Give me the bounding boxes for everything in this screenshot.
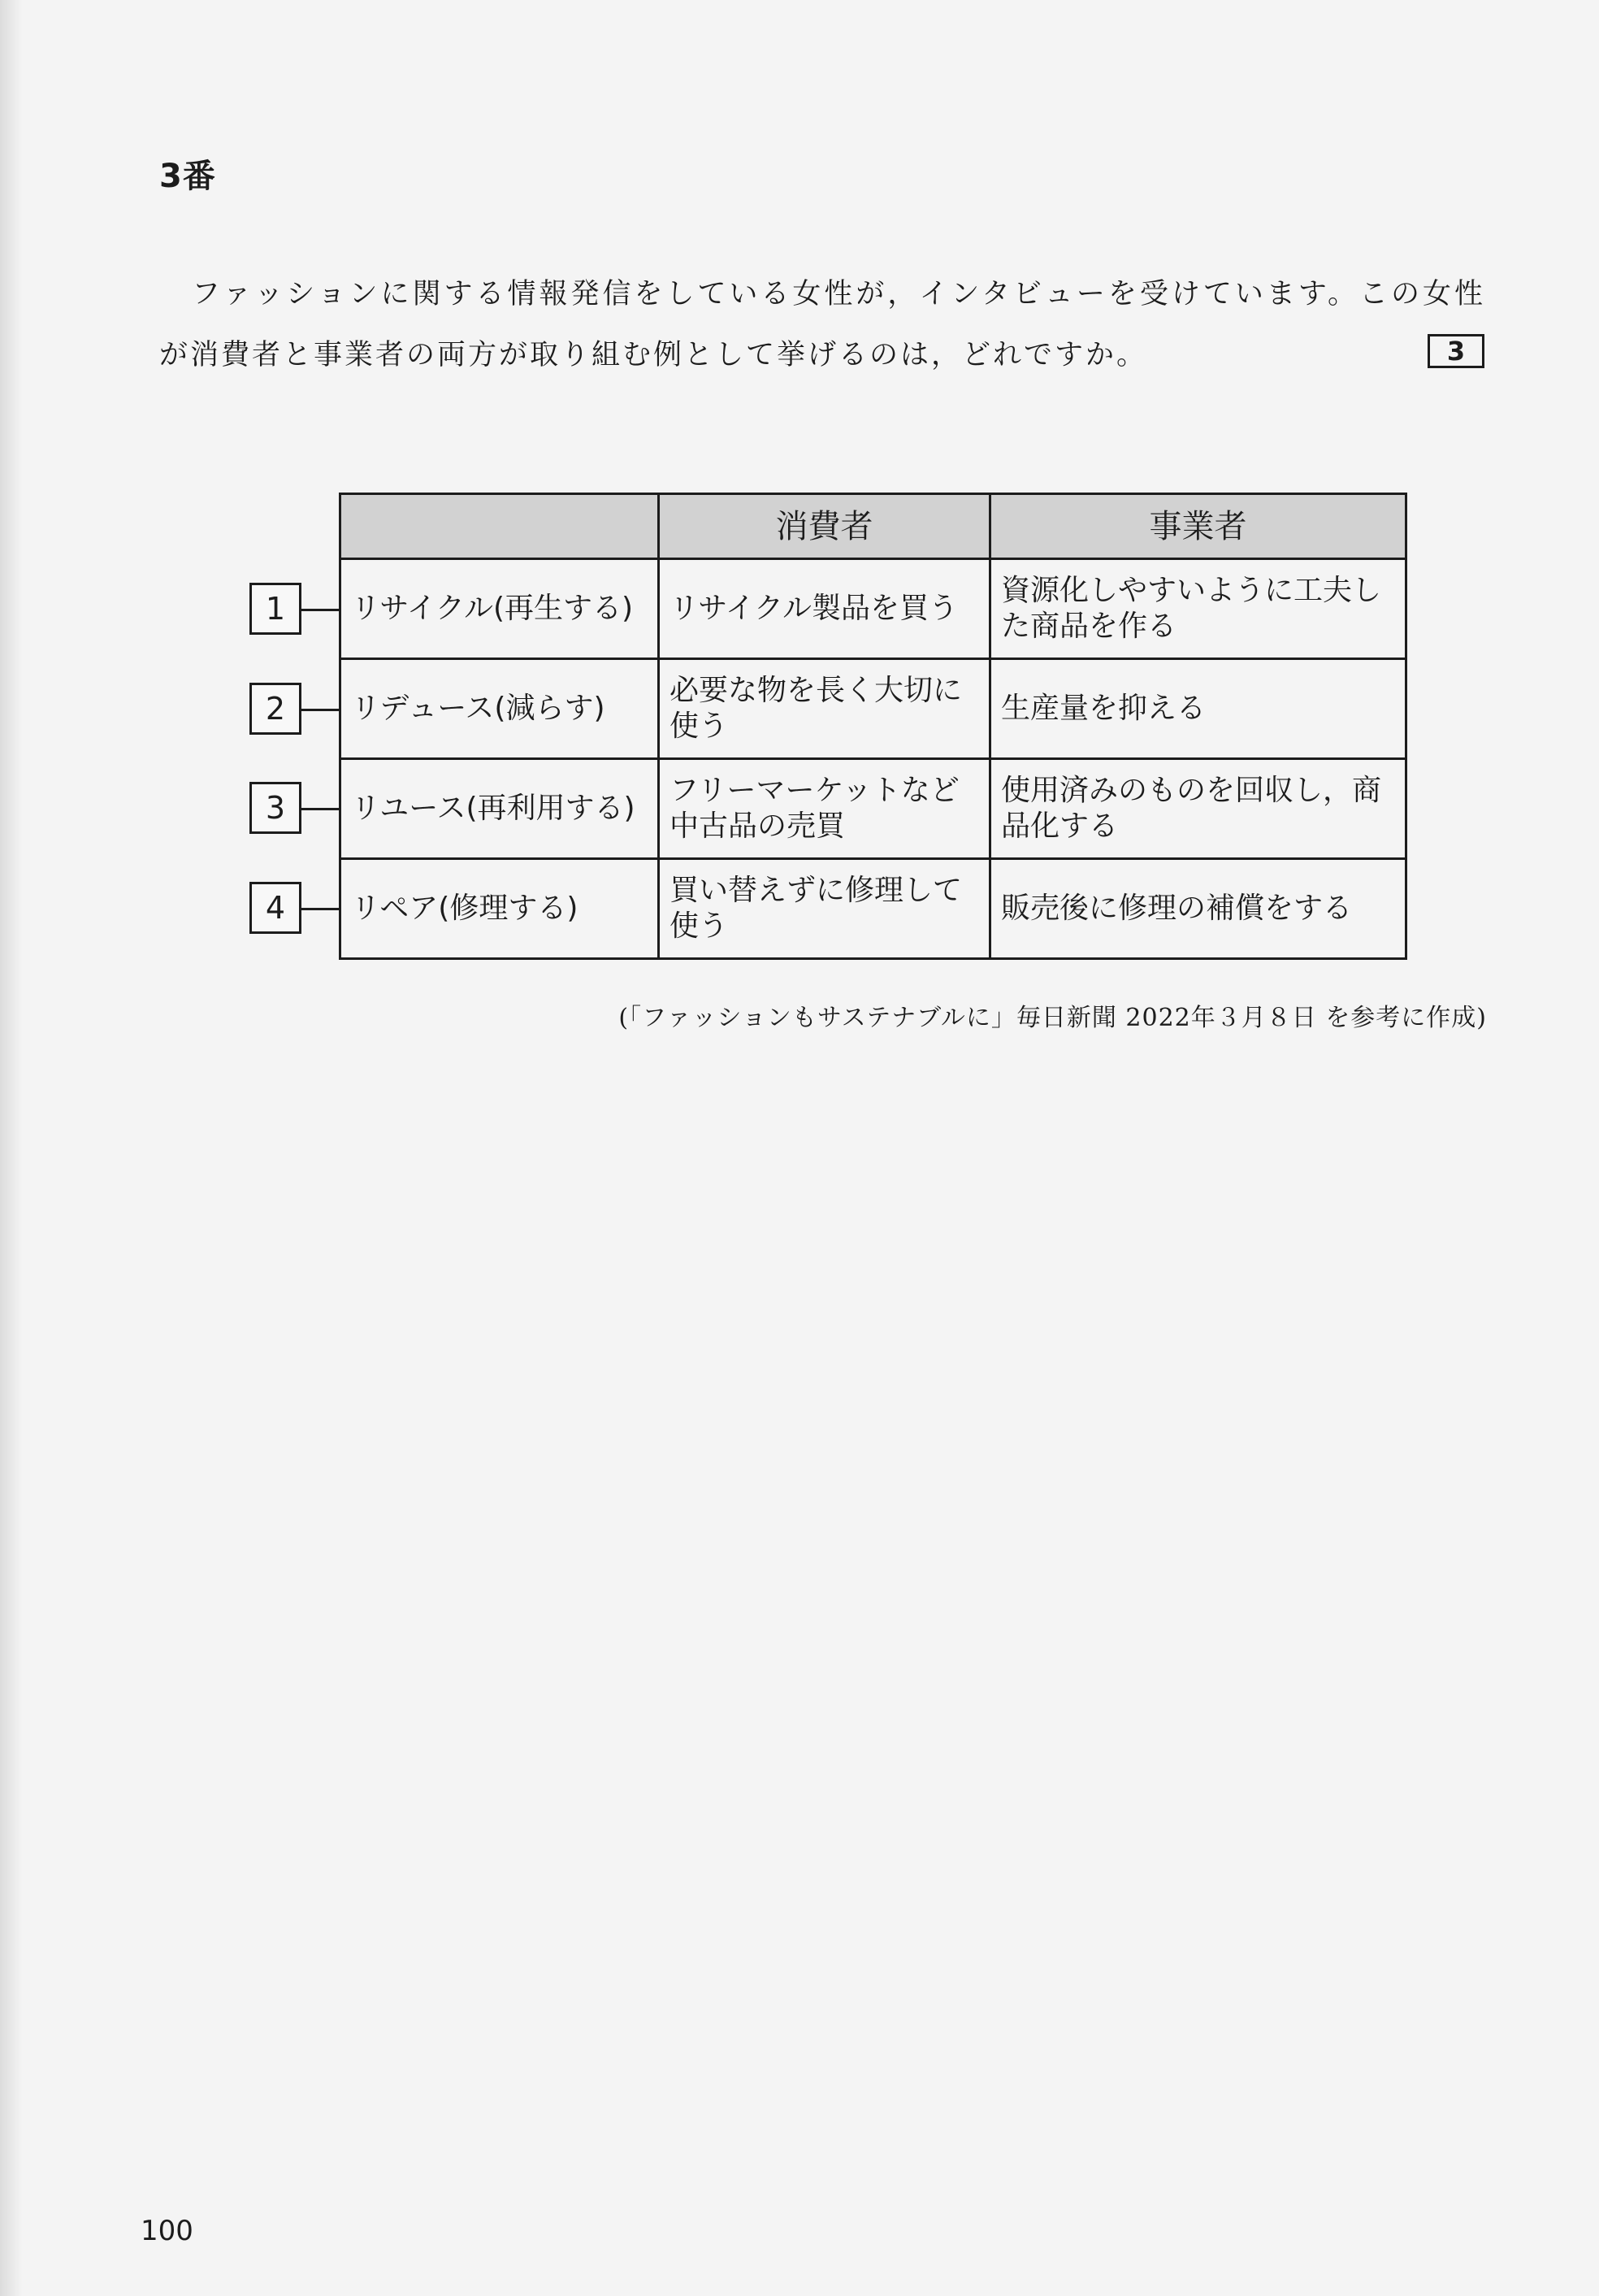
- table-row: [340, 659, 1406, 759]
- comparison-table: [339, 493, 1407, 960]
- option-number-2: 2: [249, 683, 301, 735]
- option-number-4: 4: [249, 882, 301, 934]
- page-number: 100: [141, 2215, 193, 2247]
- page-edge-shadow: [0, 0, 23, 2296]
- question-line-1: ファッションに関する情報発信をしている女性が，インタビューを受けています。この女性: [192, 278, 1485, 310]
- option-number-3: 3: [249, 782, 301, 834]
- consumer-cell: 必要な物を長く大切に使う: [659, 659, 990, 759]
- business-cell: 使用済みのものを回収し，商品化する: [990, 759, 1406, 859]
- question-heading: 3番: [159, 158, 216, 195]
- business-cell: 販売後に修理の補償をする: [990, 859, 1406, 959]
- option-connector-1: [301, 609, 339, 611]
- question-text: [159, 264, 1485, 386]
- question-line-2: が消費者と事業者の両方が取り組む例として挙げるのは，どれですか。: [159, 339, 1148, 371]
- consumer-cell: リサイクル製品を買う: [659, 559, 990, 659]
- action-cell: リデュース(減らす): [340, 659, 659, 759]
- action-cell: リペア(修理する): [340, 859, 659, 959]
- option-connector-4: [301, 908, 339, 910]
- consumer-cell: フリーマーケットなど中古品の売買: [659, 759, 990, 859]
- table-row: [340, 559, 1406, 659]
- option-number-1: 1: [249, 583, 301, 635]
- table-row: [340, 859, 1406, 959]
- business-cell: 資源化しやすいように工夫した商品を作る: [990, 559, 1406, 659]
- option-connector-2: [301, 709, 339, 711]
- header-business: 事業者: [990, 494, 1406, 559]
- business-cell: 生産量を抑える: [990, 659, 1406, 759]
- header-consumer: 消費者: [659, 494, 990, 559]
- answer-number-box: 3: [1428, 334, 1484, 368]
- header-blank: [340, 494, 659, 559]
- table-header-row: [340, 494, 1406, 559]
- option-connector-3: [301, 808, 339, 810]
- consumer-cell: 買い替えずに修理して使う: [659, 859, 990, 959]
- source-citation: (「ファッションもサステナブルに」毎日新聞 2022年３月８日 を参考に作成): [618, 1004, 1487, 1032]
- table-row: [340, 759, 1406, 859]
- action-cell: リサイクル(再生する): [340, 559, 659, 659]
- action-cell: リユース(再利用する): [340, 759, 659, 859]
